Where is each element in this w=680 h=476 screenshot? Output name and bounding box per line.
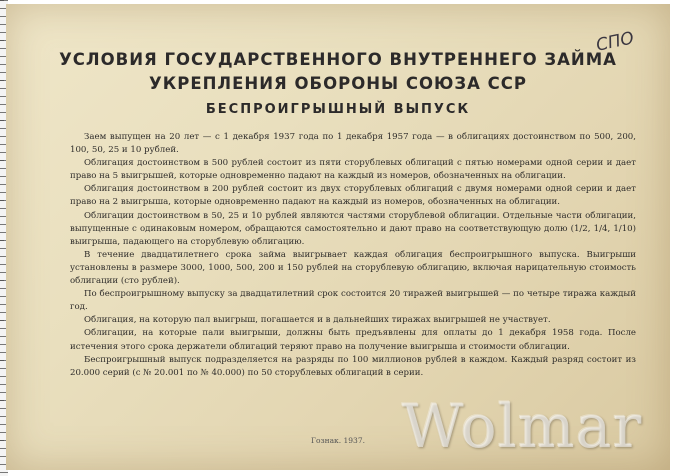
- bond-conditions-sheet: [6, 4, 670, 470]
- handwritten-note: СПО: [594, 28, 636, 56]
- paragraph: В течение двадцатилетнего срока займа выигрывает каждая облигация беспроигрышного выпуска. Выигрыши установлены в размере 3000, 1000, 500, 200 и 150 рублей на сторублевую облигацию, включая нарицательную стоимость облигации (сто рублей).: [70, 249, 636, 287]
- conditions-body: [70, 131, 636, 380]
- paragraph: Облигация достоинством в 500 рублей состоит из пяти сторублевых облигаций с пятью номерами одной серии и дает право на 5 выигрышей, которые одновременно падают на каждый из номеров, обозначенных на облигации.: [70, 158, 636, 182]
- watermark-logo: Wolmar: [402, 392, 643, 462]
- document-subtitle: БЕСПРОИГРЫШНЫЙ ВЫПУСК: [205, 102, 471, 117]
- paragraph: Облигации достоинством в 50, 25 и 10 рублей являются частями сторублевой облигации. Отдельные части облигации, выпущенные с одинаковым номером, обращаются самостоятельно и дают право на соответствующую долю (1/2, 1/4, 1/10) выигрыша, падающего на сторублевую облигацию.: [70, 210, 636, 247]
- paragraph: Облигация, на которую пал выигрыш, погашается и в дальнейших тиражах выигрышей не участвует.: [84, 315, 551, 326]
- paragraph: Облигации, на которые пали выигрыши, должны быть предъявлены для оплаты до 1 декабря 1958 года. После истечения этого срока держатели облигаций теряют право на получение выигрыша и стоимости облигации.: [70, 328, 636, 352]
- paragraph: По беспроигрышному выпуску за двадцатилетний срок состоится 20 тиражей выигрышей — по четыре тиража каждый год.: [70, 289, 636, 313]
- paragraph: Заем выпущен на 20 лет — с 1 декабря 1937 года по 1 декабря 1957 года — в облигациях достоинством по 500, 200, 100, 50, 25 и 10 рублей.: [70, 132, 636, 156]
- printer-imprint: Гознак. 1937.: [311, 436, 365, 445]
- paragraph: Облигация достоинством в 200 рублей состоит из двух сторублевых облигаций с двумя номерами одной серии и дает право на 2 выигрыша, которые одновременно падают на каждый из номеров, обозначенных на облигации.: [70, 184, 636, 208]
- paragraph: Беспроигрышный выпуск подразделяется на разряды по 100 миллионов рублей в каждом. Каждый разряд состоит из 20.000 серий (с № 20.001 по № 40.000) по 50 сторублевых облигаций в серии.: [70, 354, 636, 378]
- document-title-line-2: УКРЕПЛЕНИЯ ОБОРОНЫ СОЮЗА ССР: [149, 74, 527, 93]
- document-title-line-1: УСЛОВИЯ ГОСУДАРСТВЕННОГО ВНУТРЕННЕГО ЗАЙМА: [59, 50, 617, 69]
